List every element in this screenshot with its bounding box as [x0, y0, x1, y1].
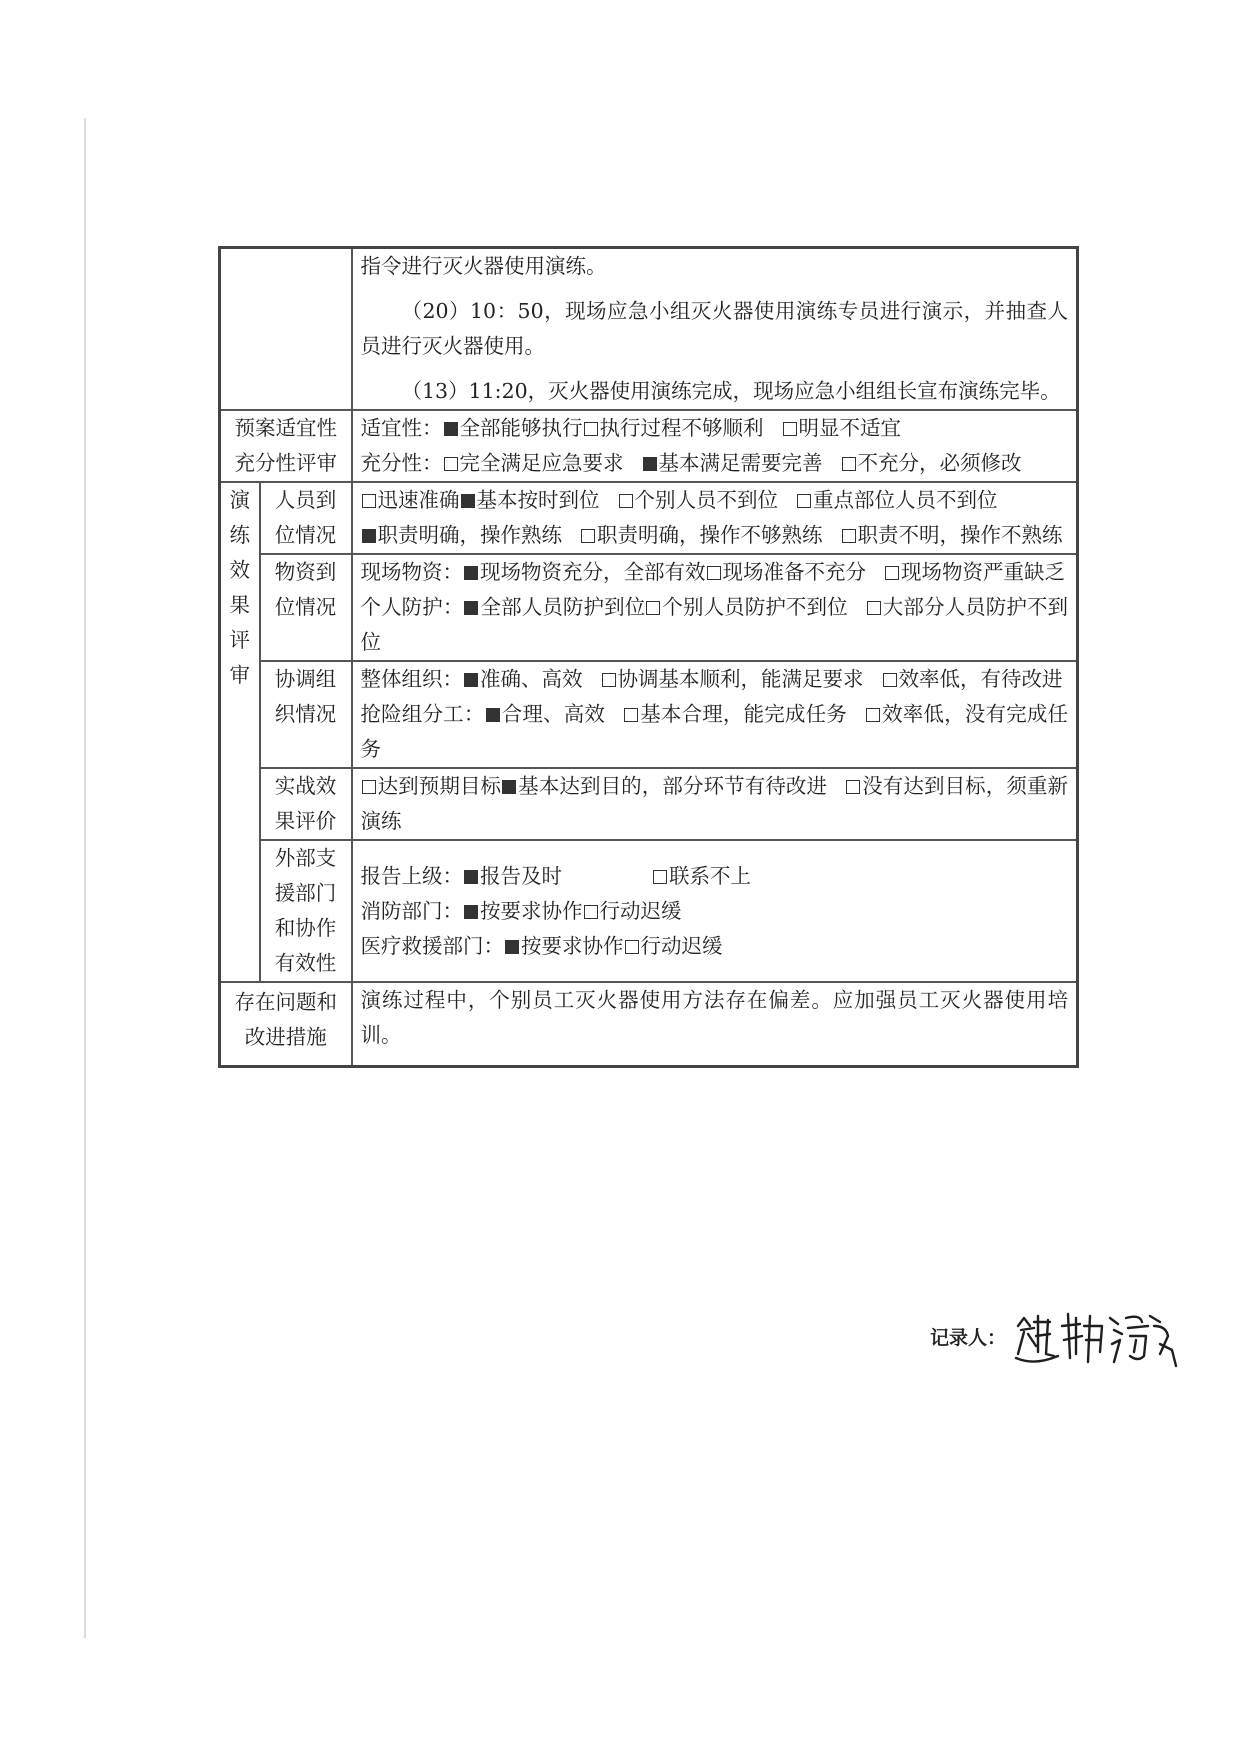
process-content-cell: [352, 248, 1078, 411]
checkbox[interactable]: [464, 566, 478, 580]
option-label: 个别人员防护不到位: [662, 595, 848, 619]
option-label: 现场物资充分，全部有效: [480, 560, 706, 584]
coordination-content: [352, 661, 1078, 768]
option-label: 大部分人员防护不到位: [360, 595, 1069, 654]
adequacy-line: [361, 446, 1069, 481]
checkbox[interactable]: [444, 422, 458, 436]
fire-prefix: 消防部门：: [360, 898, 463, 923]
checkbox[interactable]: [486, 708, 500, 722]
issues-row: [220, 982, 1078, 1067]
checkbox[interactable]: [464, 870, 478, 884]
option-label: 基本合理，能完成任务: [640, 702, 847, 726]
plan-review-row: [220, 410, 1078, 482]
checkbox[interactable]: [505, 940, 519, 954]
combat-row: [220, 768, 1078, 840]
drill-review-table: [218, 246, 1079, 1068]
process-line: （13）11:20，灭火器使用演练完成，现场应急小组组长宣布演练完毕。: [401, 379, 1061, 403]
option-label: 明显不适宜: [798, 416, 901, 440]
option-label: 联系不上: [669, 863, 751, 888]
overall-organization-line: [361, 662, 1069, 697]
effect-review-label-text: 演练效果评审: [229, 488, 250, 687]
coordination-row: [220, 661, 1078, 768]
issues-content: [352, 982, 1078, 1067]
protection-prefix: 个人防护：: [360, 595, 464, 619]
checkbox[interactable]: [602, 673, 616, 687]
overall-prefix: 整体组织：: [360, 667, 463, 691]
plan-review-label: 预案适宜性充分性评审: [220, 410, 352, 482]
option-label: 报告及时: [480, 863, 562, 888]
site-materials-line: [361, 555, 1069, 590]
combat-content: [352, 768, 1078, 840]
checkbox[interactable]: [797, 494, 811, 508]
checkbox[interactable]: [842, 529, 856, 543]
option-label: 个别人员不到位: [634, 488, 778, 512]
report-line: [361, 859, 1069, 894]
checkbox[interactable]: [584, 422, 598, 436]
checkbox[interactable]: [653, 870, 667, 884]
option-label: 效率低，有待改进: [898, 667, 1063, 691]
checkbox[interactable]: [464, 601, 478, 615]
recorder-label: 记录人：: [930, 1326, 1007, 1349]
scan-edge-line: [84, 118, 86, 1638]
materials-content: [352, 554, 1078, 661]
site-materials-prefix: 现场物资：: [360, 560, 463, 584]
option-label: 职责明确，操作不够熟练: [597, 523, 823, 547]
medical-dept-line: [361, 929, 1069, 964]
external-label: 外部支援部门和协作有效性: [260, 840, 352, 982]
adequacy-prefix: 充分性：: [360, 451, 443, 475]
checkbox[interactable]: [646, 601, 660, 615]
option-label: 全部能够执行: [459, 416, 583, 440]
issues-label: 存在问题和改进措施: [220, 982, 352, 1067]
option-label: 基本满足需要完善: [658, 451, 823, 475]
option-label: 达到预期目标: [377, 774, 502, 798]
option-label: 行动迟缓: [640, 933, 723, 958]
checkbox[interactable]: [619, 494, 633, 508]
external-content: [352, 840, 1078, 982]
option-label: 基本达到目的，部分环节有待改进: [518, 774, 828, 798]
suitability-prefix: 适宜性：: [360, 416, 443, 440]
protection-line: [361, 590, 1069, 660]
option-label: 合理、高效: [501, 702, 606, 726]
option-label: 职责不明，操作不熟练: [857, 523, 1063, 547]
option-label: 效率低，没有完成任务: [360, 702, 1068, 761]
duty-line: [361, 518, 1069, 553]
process-row: [220, 248, 1078, 411]
effect-review-label: [220, 482, 260, 982]
option-label: 执行过程不够顺利: [599, 416, 764, 440]
fire-dept-line: [361, 894, 1069, 929]
option-label: 全部人员防护到位: [480, 595, 646, 619]
process-line: 指令进行灭火器使用演练。: [360, 254, 607, 278]
process-line: （20）10：50，现场应急小组灭火器使用演练专员进行演示，并抽查人员进行灭火器使用。: [360, 299, 1068, 358]
option-label: 职责明确，操作熟练: [377, 523, 562, 547]
personnel-row: [220, 482, 1078, 554]
process-label-cell: [220, 248, 352, 411]
arrival-line: [361, 483, 1069, 518]
recorder-block: [930, 1296, 1190, 1376]
rescue-division-line: [361, 697, 1069, 767]
option-label: 按要求协作: [521, 933, 624, 958]
checkbox[interactable]: [624, 708, 638, 722]
combat-line: [361, 769, 1069, 839]
combat-label: 实战效果评价: [260, 768, 352, 840]
checkbox[interactable]: [625, 940, 639, 954]
checkbox[interactable]: [783, 422, 797, 436]
report-prefix: 报告上级：: [360, 863, 463, 888]
suitability-line: [361, 411, 1069, 446]
option-label: 行动迟缓: [599, 898, 682, 923]
checkbox[interactable]: [643, 457, 657, 471]
option-label: 迅速准确: [377, 488, 460, 512]
checkbox[interactable]: [362, 780, 376, 794]
checkbox[interactable]: [883, 673, 897, 687]
checkbox[interactable]: [444, 457, 458, 471]
option-label: 按要求协作: [480, 898, 583, 923]
external-row: [220, 840, 1078, 982]
issues-text: 演练过程中，个别员工灭火器使用方法存在偏差。应加强员工灭火器使用培训。: [360, 988, 1068, 1047]
materials-row: [220, 554, 1078, 661]
checkbox[interactable]: [842, 457, 856, 471]
rescue-prefix: 抢险组分工：: [360, 702, 485, 726]
option-label: 准确、高效: [480, 667, 583, 691]
checkbox[interactable]: [707, 566, 721, 580]
plan-review-content: [352, 410, 1078, 482]
checkbox[interactable]: [362, 494, 376, 508]
checkbox[interactable]: [885, 566, 899, 580]
checkbox[interactable]: [502, 780, 516, 794]
materials-label: 物资到位情况: [260, 554, 352, 661]
option-label: 协调基本顺利，能满足要求: [617, 667, 864, 691]
option-label: 基本按时到位: [476, 488, 600, 512]
checkbox[interactable]: [464, 673, 478, 687]
checkbox[interactable]: [362, 529, 376, 543]
checkbox[interactable]: [464, 905, 478, 919]
option-label: 重点部位人员不到位: [813, 488, 998, 512]
checkbox[interactable]: [867, 601, 881, 615]
checkbox[interactable]: [584, 905, 598, 919]
checkbox[interactable]: [846, 780, 860, 794]
personnel-content: [352, 482, 1078, 554]
option-label: 不充分，必须修改: [857, 451, 1022, 475]
option-label: 现场物资严重缺乏: [901, 560, 1065, 584]
checkbox[interactable]: [461, 494, 475, 508]
personnel-label: 人员到位情况: [260, 482, 352, 554]
medical-prefix: 医疗救援部门：: [360, 933, 504, 958]
checkbox[interactable]: [866, 708, 880, 722]
option-label: 完全满足应急要求: [459, 451, 624, 475]
option-label: 没有达到目标，须重新演练: [360, 774, 1069, 833]
coordination-label: 协调组织情况: [260, 661, 352, 768]
option-label: 现场准备不充分: [722, 560, 866, 584]
handwritten-signature: [1010, 1296, 1190, 1376]
checkbox[interactable]: [581, 529, 595, 543]
